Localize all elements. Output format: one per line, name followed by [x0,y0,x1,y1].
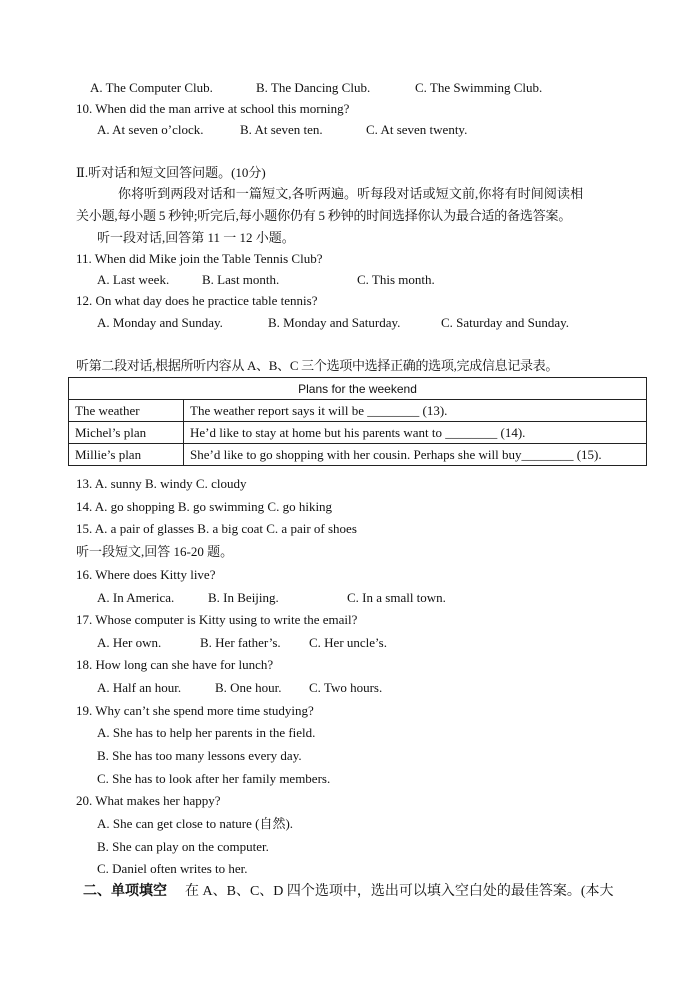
q16-options [97,590,446,606]
q12-option-c: C. Saturday and Sunday. [441,315,570,330]
q18-stem: 18. How long can she have for lunch? [76,657,274,672]
dialog1-instruction: 听一段对话,回答第 11 一 12 小题。 [97,230,295,245]
q11-option-b: B. Last month. [202,272,280,287]
q10-options [97,122,467,138]
q17-option-c: C. Her uncle’s. [309,635,387,650]
q12-options [97,315,569,331]
part2-text: 在 A、B、C、D 四个选项中，选出可以填入空白处的最佳答案。(本大 [185,884,614,899]
q11-options [97,272,435,288]
section2-intro-line2: 关小题,每小题 5 秒钟;听完后,每小题你仍有 5 秒钟的时间选择你认为最合适的备选答案。 [76,208,572,223]
q15: 15. A. a pair of glasses B. a big coat C. a pair of shoes [76,521,357,536]
q12-option-b: B. Monday and Saturday. [268,315,401,330]
q18-option-a: A. Half an hour. [97,680,182,695]
q19-option-c: C. She has to look after her family members. [97,771,331,786]
q18-option-b: B. One hour. [215,680,282,695]
q10-stem: 10. When did the man arrive at school this morning? [76,101,350,116]
q9-option-c: C. The Swimming Club. [415,80,543,95]
q12-stem: 12. On what day does he practice table tennis? [76,293,318,308]
q17-option-b: B. Her father’s. [200,635,281,650]
q9-options [90,80,542,96]
q11-stem: 11. When did Mike join the Table Tennis Club? [76,251,323,266]
table-cell-text: He’d like to stay at home but his parents want to ________ (14). [184,422,647,444]
q11-option-c: C. This month. [357,272,435,287]
q16-option-c: C. In a small town. [347,590,446,605]
q19-option-a: A. She has to help her parents in the field. [97,725,316,740]
section2-intro-line1: 你将听到两段对话和一篇短文,各听两遍。听每段对话或短文前,你将有时间阅读相 [118,186,584,201]
q18-options [97,680,382,696]
q10-option-c: C. At seven twenty. [366,122,468,137]
q20-option-b: B. She can play on the computer. [97,839,269,854]
q9-option-a: A. The Computer Club. [90,80,213,95]
table-cell-label: Michel’s plan [69,422,184,444]
section2-heading: Ⅱ.听对话和短文回答问题。(10分) [76,165,266,180]
q11-option-a: A. Last week. [97,272,170,287]
q14: 14. A. go shopping B. go swimming C. go hiking [76,499,333,514]
table-header-row [69,378,647,400]
q20-option-c: C. Daniel often writes to her. [97,861,248,876]
q13: 13. A. sunny B. windy C. cloudy [76,476,247,491]
part2-heading: 二、单项填空 [83,884,167,899]
table-title: Plans for the weekend [69,378,647,400]
table-cell-label: The weather [69,400,184,422]
q12-option-a: A. Monday and Sunday. [97,315,223,330]
plans-table [68,377,647,466]
q16-stem: 16. Where does Kitty live? [76,567,216,582]
table-cell-text: The weather report says it will be ________ (13). [184,400,647,422]
q18-option-c: C. Two hours. [309,680,383,695]
table-cell-text: She’d like to go shopping with her cousin. Perhaps she will buy________ (15). [184,444,647,466]
q10-option-b: B. At seven ten. [240,122,323,137]
q19-option-b: B. She has too many lessons every day. [97,748,302,763]
q19-stem: 19. Why can’t she spend more time studying? [76,703,314,718]
q9-option-b: B. The Dancing Club. [256,80,371,95]
table-row [69,444,647,466]
q17-option-a: A. Her own. [97,635,162,650]
part2-line [83,884,614,900]
dialog2-instruction: 听第二段对话,根据所听内容从 A、B、C 三个选项中选择正确的选项,完成信息记录表。 [76,358,559,373]
q20-stem: 20. What makes her happy? [76,793,221,808]
passage-instruction: 听一段短文,回答 16-20 题。 [76,544,234,559]
table-cell-label: Millie’s plan [69,444,184,466]
q10-option-a: A. At seven o’clock. [97,122,204,137]
table-row [69,400,647,422]
table-row [69,422,647,444]
q17-stem: 17. Whose computer is Kitty using to write the email? [76,612,358,627]
q16-option-a: A. In America. [97,590,175,605]
q20-option-a: A. She can get close to nature (自然). [97,816,294,831]
q17-options [97,635,387,651]
q16-option-b: B. In Beijing. [208,590,279,605]
